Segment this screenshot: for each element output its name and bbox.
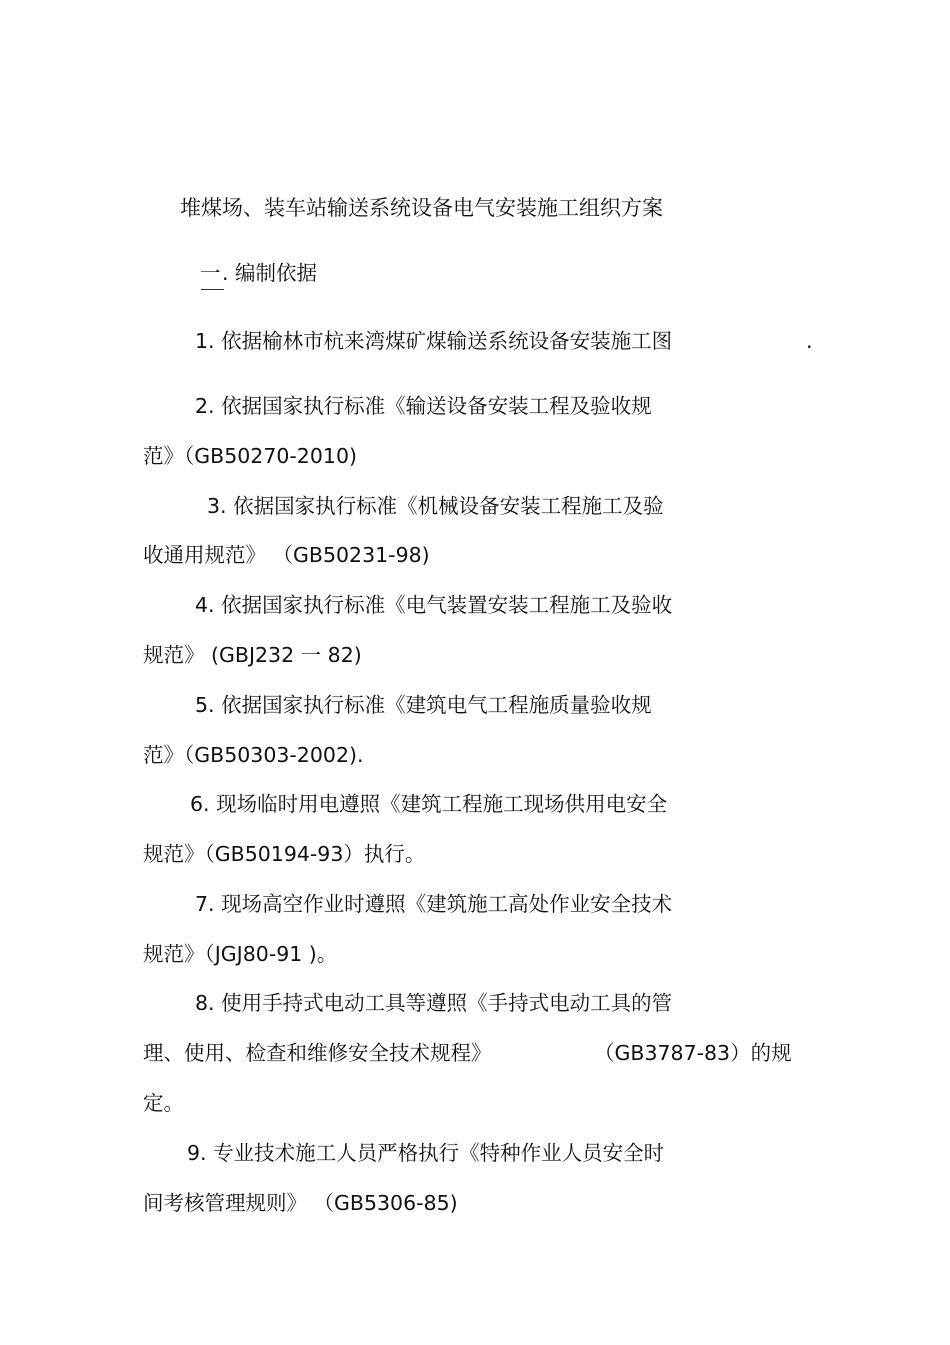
item-7-line-1: 7. 现场高空作业时遵照《建筑施工高处作业安全技术 xyxy=(195,892,673,916)
item-8-line-3: 定。 xyxy=(143,1091,184,1115)
document-title: 堆煤场、装车站输送系统设备电气安装施工组织方案 xyxy=(180,196,663,220)
item-5-line-2: 范》（GB50303-2002). xyxy=(143,743,364,767)
section-number: 一 xyxy=(200,261,221,285)
item-5-line-1: 5. 依据国家执行标准《建筑电气工程施质量验收规 xyxy=(195,693,652,717)
item-3-line-1: 3. 依据国家执行标准《机械设备安装工程施工及验 xyxy=(207,494,664,518)
item-2-line-2: 范》（GB50270-2010) xyxy=(143,444,357,468)
section-heading xyxy=(200,260,317,286)
item-8-line-2b: （GB3787-83）的规 xyxy=(594,1041,792,1065)
item-1-line-1: 1. 依据榆林市杭来湾煤矿煤输送系统设备安装施工图 xyxy=(195,329,673,353)
item-8-line-1: 8. 使用手持式电动工具等遵照《手持式电动工具的管 xyxy=(195,991,673,1015)
item-1-trailing-dot: . xyxy=(806,329,813,353)
item-3-line-2: 收通用规范》 （GB50231-98) xyxy=(143,543,430,567)
section-heading-text: . 编制依据 xyxy=(222,261,318,285)
item-6-line-1: 6. 现场临时用电遵照《建筑工程施工现场供用电安全 xyxy=(190,792,668,816)
item-4-line-1: 4. 依据国家执行标准《电气装置安装工程施工及验收 xyxy=(195,593,673,617)
item-7-line-2: 规范》（JGJ80-91 )。 xyxy=(143,942,338,966)
item-9-line-1: 9. 专业技术施工人员严格执行《特种作业人员安全时 xyxy=(187,1141,665,1165)
item-9-line-2: 间考核管理规则》 （GB5306-85) xyxy=(143,1191,458,1215)
item-8-line-2a: 理、使用、检查和维修安全技术规程》 xyxy=(143,1041,492,1065)
item-4-line-2: 规范》 (GBJ232 一 82) xyxy=(143,643,362,667)
item-6-line-2: 规范》（GB50194-93）执行。 xyxy=(143,842,426,866)
item-2-line-1: 2. 依据国家执行标准《输送设备安装工程及验收规 xyxy=(195,394,652,418)
